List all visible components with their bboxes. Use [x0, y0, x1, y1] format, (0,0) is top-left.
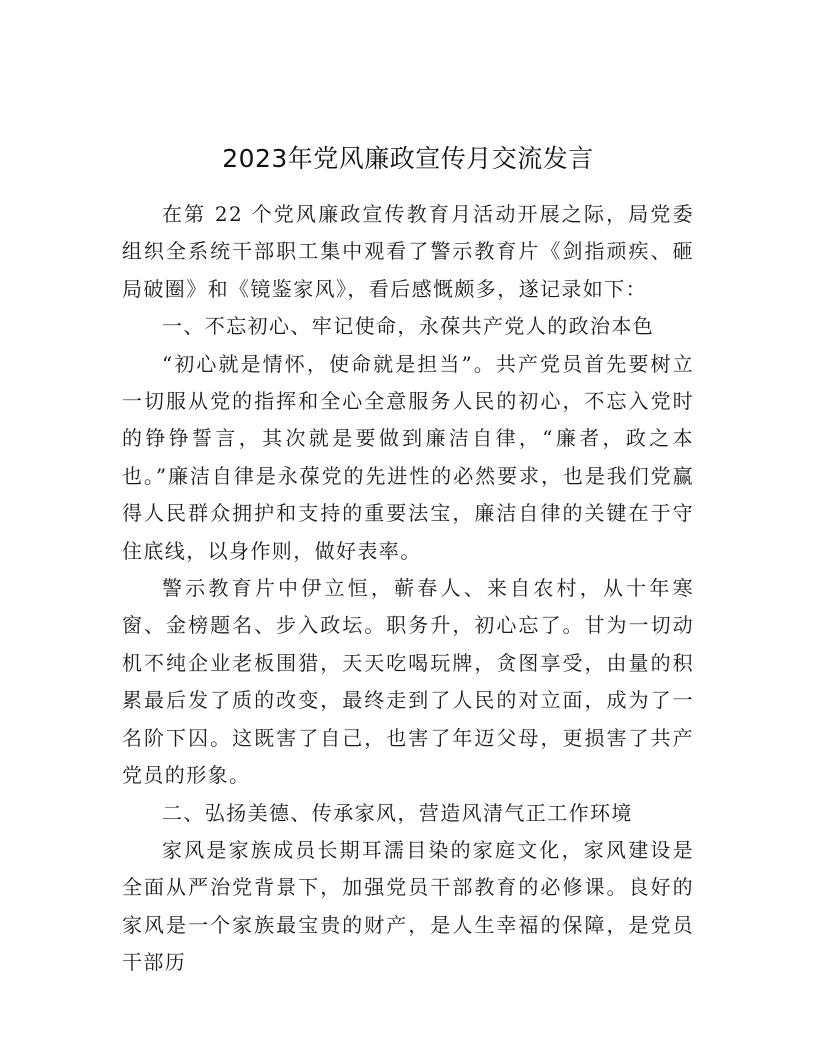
paragraph-original-aspiration: “初心就是情怀，使命就是担当”。共产党员首先要树立一切服从党的指挥和全心全意服务人民的初心，不忘入党时的铮铮誓言，其次就是要做到廉洁自律，“廉者，政之本也。”廉洁自律是永葆党的先进性的必然要求，也是我们党赢得人民群众拥护和支持的重要法宝，廉洁自律的关键在于守住底线，以身作则，做好表率。 [122, 351, 694, 563]
section-heading-1: 一、不忘初心、牢记使命，永葆共产党人的政治本色 [162, 314, 655, 339]
paragraph-family-tradition: 家风是家族成员长期耳濡目染的家庭文化，家风建设是全面从严治党背景下，加强党员干部教育的必修课。良好的家风是一个家族最宝贵的财产，是人生幸福的保障，是党员干部历 [122, 837, 694, 975]
paragraph-intro: 在第 22 个党风廉政宣传教育月活动开展之际，局党委组织全系统干部职工集中观看了警示教育片《剑指顽疾、砸局破圈》和《镜鉴家风》，看后感慨颇多，遂记录如下： [122, 202, 694, 301]
paragraph-warning-case: 警示教育片中伊立恒，蕲春人、来自农村，从十年寒窗、金榜题名、步入政坛。职务升，初心忘了。甘为一切动机不纯企业老板围猎，天天吃喝玩牌，贪图享受，由量的积累最后发了质的改变，最终走到了人民的对立面，成为了一名阶下囚。这既害了自己，也害了年迈父母，更损害了共产党员的形象。 [122, 576, 694, 788]
document-body [122, 196, 694, 982]
document-title: 2023年党风廉政宣传月交流发言 [222, 144, 594, 173]
section-heading-2: 二、弘扬美德、传承家风，营造风清气正工作环境 [162, 800, 633, 825]
